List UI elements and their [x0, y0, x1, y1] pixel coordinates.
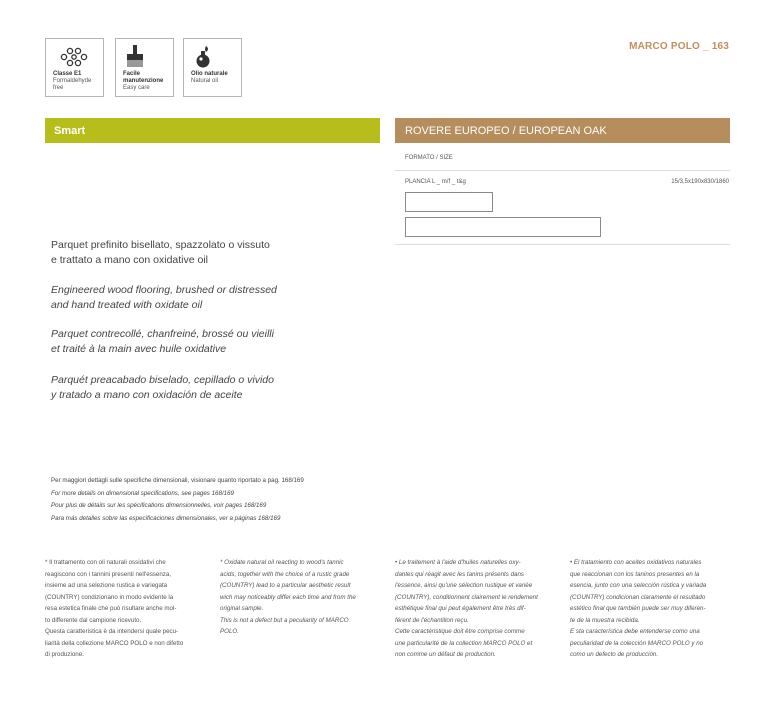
format-item-size: 15/3,5x190x830/1860 [671, 179, 729, 185]
details-line: For more details on dimensional specifications, see pages 168/169 [51, 489, 234, 497]
footnote-line: • Le traitement à l'aide d'huiles naturelles oxy- [395, 559, 521, 566]
footnote-line: POLO. [220, 628, 239, 635]
footnote-line: une particularité de la collection MARCO POLO et [395, 639, 533, 647]
badge-olio-naturale [183, 38, 242, 97]
footnote-line: estético final que también puede ser muy diferen- [570, 605, 706, 612]
footnote-line: E sta característica debe entenderse como una [570, 628, 700, 635]
format-image-box-1 [405, 192, 493, 212]
description-line: Parquét preacabado biselado, cepillado o vivido [51, 374, 274, 386]
footnote-line: * Oxidate natural oil reacting to wood's tannic [220, 559, 344, 566]
footnote-line: acids, together with the choice of a rustic grade [220, 570, 350, 578]
description-line: e trattato a mano con oxidative oil [51, 254, 209, 266]
description-es [51, 373, 371, 403]
footnote-line: wich may noticeably differ each time and from the [220, 593, 356, 601]
footnote-line: que reaccionan con los taninos presentes en la [570, 570, 700, 578]
footnote-line: insieme ad una selezione rustica e variegata [45, 582, 168, 589]
molecule-icon [52, 43, 100, 69]
description-en [51, 283, 371, 313]
footnote-line: Questa caratteristica è da intendersi quale pecu- [45, 628, 179, 635]
footnote-line: l'essence, ainsi qu'une sélection rustique et variée [395, 582, 533, 589]
description-line: Parquet prefinito bisellato, spazzolato o vissuto [51, 239, 270, 251]
footnote-line: dantes qui réagit avec les tanins présents dans [395, 570, 524, 578]
badge-line: Natural oil [191, 78, 219, 84]
description-line: Engineered wood flooring, brushed or distressed [51, 284, 277, 296]
footnote-line: esencia, junto con una selección rústica y variada [570, 582, 707, 589]
badge-title: Classe E1 [53, 71, 82, 77]
description-fr [51, 327, 371, 357]
badge-line: Easy care [123, 85, 150, 91]
format-header: FORMATO / SIZE [405, 155, 453, 161]
format-item-label: PLANCIA L _ m/f _ t&g [405, 179, 466, 185]
page-number: MARCO POLO _ 163 [629, 41, 729, 52]
format-image-box-2 [405, 217, 601, 237]
footnote-line: férent de l'échantillon reçu. [395, 616, 469, 624]
description-line: and hand treated with oxidate oil [51, 299, 203, 311]
footnote-en [220, 557, 380, 638]
details-line: Pour plus de détails sur les spécifications dimensionnelles, voir pages 168/169 [51, 502, 267, 510]
footnote-line: esthétique final qui peut également être très dif- [395, 605, 526, 612]
description-line: Parquet contrecollé, chanfreiné, brossé ou vieilli [51, 328, 274, 340]
wood-type-label: ROVERE EUROPEO / EUROPEAN OAK [405, 125, 607, 137]
smart-bar [45, 118, 380, 143]
oil-drop-icon [190, 43, 238, 69]
footnote-line: (COUNTRY) condizionano in modo evidente la [45, 593, 174, 601]
divider [395, 244, 730, 245]
badge-line: Formaldehyde [53, 78, 92, 84]
footnote-line: te de la muestra recibida. [570, 616, 640, 624]
footnote-line: non comme un défaut de production. [395, 651, 496, 658]
brush-icon [122, 43, 170, 69]
footnote-line: resa estetica finale che può risultare anche mol- [45, 605, 177, 612]
details-line: Para más detalles sobre las especificaciones dimensionales, ver a páginas 168/169 [51, 515, 281, 523]
footnote-line: to differente dal campione ricevuto. [45, 616, 142, 624]
description-it [51, 238, 371, 268]
footnote-line: peculiaridad de la colección MARCO POLO y no [570, 639, 704, 647]
badge-title: Facile [123, 71, 141, 77]
details-line: Per maggiori dettagli sulle specifiche dimensionali, visionare quanto riportato a pag. 168/169 [51, 477, 304, 484]
footnote-line: (COUNTRY), conditionnent clairement le rendement [395, 593, 538, 601]
footnote-es [570, 557, 730, 661]
description-line: et traité à la main avec huile oxidative [51, 343, 227, 355]
footnote-line: This is not a defect but a peculiarity of MARCO [220, 616, 349, 624]
smart-bar-label: Smart [54, 125, 86, 137]
divider [395, 170, 730, 171]
footnote-line: reagiscono con i tannini presenti nell'essenza, [45, 570, 172, 578]
footnote-line: original sample. [220, 605, 264, 612]
wood-type-bar [395, 118, 730, 143]
description-line: y tratado a mano con oxidación de aceite [51, 389, 243, 401]
badge-line: free [53, 85, 64, 91]
footnote-line: * Il trattamento con oli naturali ossidativi che [45, 559, 166, 566]
footnote-line: (COUNTRY) lead to a particular aesthetic result [220, 582, 351, 589]
footnote-it [45, 557, 205, 661]
footnote-line: como un defecto de producción. [570, 651, 659, 658]
badge-classe-e1 [45, 38, 104, 97]
badge-title: Olio naturale [191, 71, 228, 77]
badge-facile [115, 38, 174, 97]
footnote-line: Cette caractéristique doit être comprise comme [395, 628, 525, 635]
footnote-line: di produzione. [45, 651, 84, 658]
footnote-line: liarità della collezione MARCO POLO e non difetto [45, 639, 184, 647]
badge-line: manutenzione [123, 78, 164, 84]
dimension-details [51, 475, 451, 526]
footnote-line: • El tratamiento con aceites oxidativos naturales [570, 559, 702, 566]
footnote-fr [395, 557, 555, 661]
footnote-line: (COUNTRY) condicionan claramente el resultado [570, 593, 706, 601]
